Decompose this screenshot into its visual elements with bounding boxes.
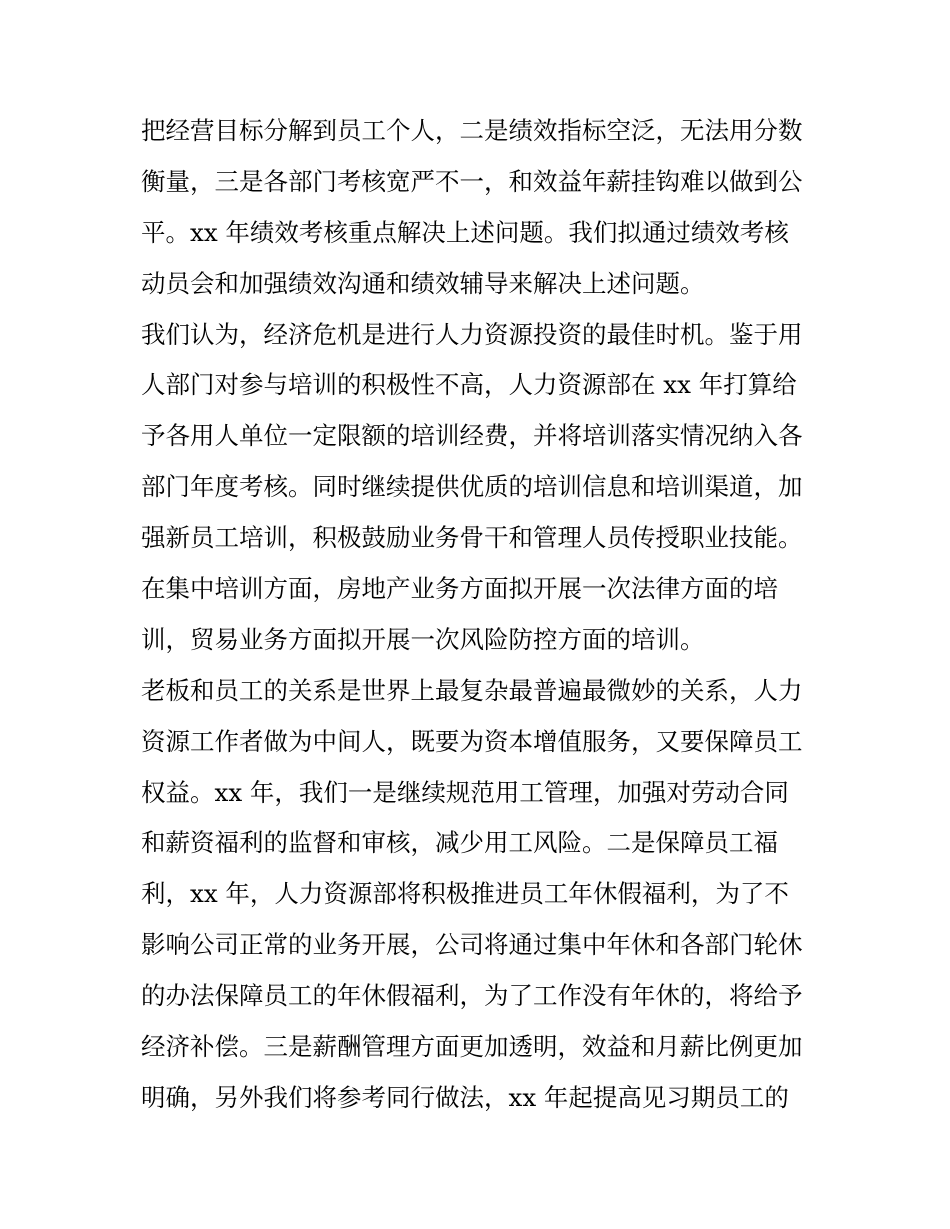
text-line: 强新员工培训，积极鼓励业务骨干和管理人员传授职业技能。	[141, 523, 803, 553]
text-line: 明确，另外我们将参考同行做法，xx 年起提高见习期员工的	[141, 1082, 789, 1112]
text-line: 予各用人单位一定限额的培训经费，并将培训落实情况纳入各	[141, 421, 803, 451]
text-line: 资源工作者做为中间人，既要为资本增值服务，又要保障员工	[141, 726, 803, 756]
text-line: 在集中培训方面，房地产业务方面拟开展一次法律方面的培	[141, 574, 778, 604]
text-line: 部门年度考核。同时继续提供优质的培训信息和培训渠道，加	[141, 472, 803, 502]
text-line: 我们认为，经济危机是进行人力资源投资的最佳时机。鉴于用	[141, 319, 803, 349]
text-line: 人部门对参与培训的积极性不高，人力资源部在 xx 年打算给	[141, 370, 797, 400]
text-line: 和薪资福利的监督和审核，减少用工风险。二是保障员工福	[141, 828, 778, 858]
text-line: 把经营目标分解到员工个人，二是绩效指标空泛，无法用分数	[141, 116, 803, 145]
text-line: 利，xx 年，人力资源部将积极推进员工年休假福利，为了不	[141, 879, 789, 909]
text-line: 动员会和加强绩效沟通和绩效辅导来解决上述问题。	[141, 268, 705, 298]
text-line: 权益。xx 年，我们一是继续规范用工管理，加强对劳动合同	[141, 777, 789, 807]
text-line: 衡量，三是各部门考核宽严不一，和效益年薪挂钩难以做到公	[141, 166, 803, 196]
text-line: 训，贸易业务方面拟开展一次风险防控方面的培训。	[141, 624, 705, 654]
document-body	[141, 106, 821, 1124]
text-line: 老板和员工的关系是世界上最复杂最普遍最微妙的关系，人力	[141, 675, 803, 705]
text-line: 影响公司正常的业务开展，公司将通过集中年休和各部门轮休	[141, 930, 803, 960]
text-line: 的办法保障员工的年休假福利，为了工作没有年休的，将给予	[141, 981, 803, 1011]
text-line: 经济补偿。三是薪酬管理方面更加透明，效益和月薪比例更加	[141, 1032, 803, 1062]
text-line: 平。xx 年绩效考核重点解决上述问题。我们拟通过绩效考核	[141, 217, 789, 247]
